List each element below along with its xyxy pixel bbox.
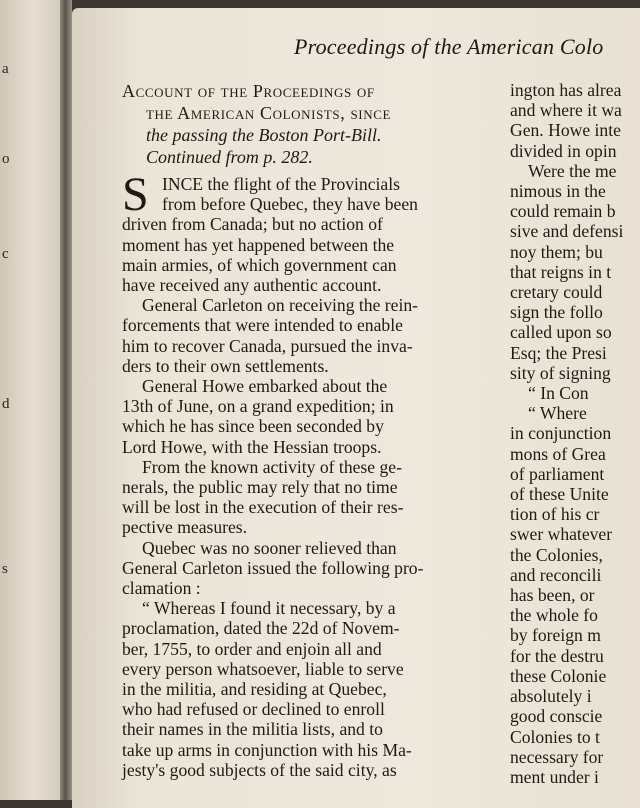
- right-column-line: for the destru: [510, 645, 604, 666]
- right-column-line: swer whatever: [510, 524, 613, 545]
- right-column-line: these Colonie: [510, 665, 607, 686]
- text-line: in the militia, and residing at Quebec,: [122, 679, 387, 700]
- right-column-line: absolutely i: [510, 686, 592, 707]
- right-column-line: sity of signing: [510, 362, 611, 383]
- text-line: INCE the flight of the Provincials: [162, 174, 400, 194]
- right-column-line: could remain b: [510, 201, 616, 222]
- text-line: who had refused or declined to enroll: [122, 699, 385, 720]
- text-line: clamation :: [122, 578, 201, 599]
- right-column-line: divided in opin: [510, 140, 617, 161]
- paragraph-2: [122, 295, 494, 376]
- right-column-line: “ Where: [528, 403, 587, 424]
- paragraph-5: [122, 538, 494, 599]
- text-line: forcements that were intended to enable: [122, 315, 403, 336]
- drop-cap: S: [122, 168, 149, 221]
- right-column-line: sign the follo: [510, 302, 603, 323]
- text-line: will be lost in the execution of their res-: [122, 497, 404, 518]
- right-column-line: ington has alrea: [510, 80, 622, 100]
- text-line: moment has yet happened between the: [122, 234, 395, 255]
- text-line: take up arms in conjunction with his Ma-: [122, 739, 412, 760]
- right-column-line: has been, or: [510, 585, 595, 606]
- text-line: jesty's good subjects of the said city, as: [122, 759, 397, 780]
- running-head: Proceedings of the American Colo: [294, 34, 604, 59]
- text-line: General Carleton on receiving the rein-: [142, 295, 419, 316]
- paragraph-3: [122, 376, 494, 457]
- right-column-line: and where it wa: [510, 100, 622, 121]
- heading-line: Account of the Proceedings of: [122, 81, 375, 101]
- right-column-line: Esq; the Presi: [510, 342, 607, 363]
- right-column-line: of these Unite: [510, 484, 609, 505]
- text-line: ber, 1755, to order and enjoin all and: [122, 638, 382, 659]
- right-page: [72, 8, 640, 808]
- right-column-line: cretary could: [510, 282, 603, 303]
- right-column-line: and reconcili: [510, 564, 602, 585]
- right-column-line: Colonies to t: [510, 726, 600, 747]
- paragraph-4: [122, 457, 494, 538]
- book-gutter: [60, 0, 72, 800]
- proclamation-text: [122, 598, 494, 780]
- text-line: Lord Howe, with the Hessian troops.: [122, 436, 382, 457]
- text-line: from before Quebec, they have been: [162, 194, 418, 215]
- right-column-line: sive and defensi: [510, 221, 624, 242]
- text-line: ders to their own settlements.: [122, 355, 329, 376]
- right-column-line: Were the me: [528, 160, 617, 181]
- right-column-line: tion of his cr: [510, 504, 600, 525]
- right-column-line: mons of Grea: [510, 443, 606, 464]
- right-column-line: Gen. Howe inte: [510, 120, 621, 141]
- text-line: nerals, the public may rely that no time: [122, 477, 398, 498]
- text-line: their names in the militia lists, and to: [122, 719, 383, 740]
- text-line: proclamation, dated the 22d of Novem-: [122, 618, 400, 639]
- text-line: pective measures.: [122, 517, 248, 538]
- text-line: Quebec was no sooner relieved than: [142, 537, 397, 558]
- right-column-line: “ In Con: [528, 383, 589, 404]
- facing-page-fragment: s: [2, 561, 8, 577]
- right-column-line: ment under i: [510, 766, 599, 787]
- article-heading: [122, 80, 494, 168]
- text-line: main armies, of which government can: [122, 254, 397, 275]
- right-column-line: in conjunction: [510, 423, 612, 444]
- text-line: From the known activity of these ge-: [142, 456, 402, 477]
- text-line: every person whatsoever, liable to serve: [122, 658, 404, 679]
- right-column-line: called upon so: [510, 322, 612, 343]
- heading-line: the American Colonists, since: [146, 103, 392, 123]
- paragraph-1: [122, 168, 494, 296]
- right-column: [510, 80, 640, 787]
- text-line: General Howe embarked about the: [142, 376, 388, 397]
- text-line: him to recover Canada, pursued the inva-: [122, 335, 413, 356]
- text-line: General Carleton issued the following pro-: [122, 557, 424, 578]
- right-column-line: necessary for: [510, 746, 604, 767]
- text-line: have received any authentic account.: [122, 275, 382, 296]
- right-column-line: good conscie: [510, 706, 603, 727]
- facing-page-fragment: o: [2, 151, 10, 167]
- text-line: 13th of June, on a grand expedition; in: [122, 396, 394, 417]
- facing-page-fragment: d: [2, 396, 10, 412]
- right-column-line: the Colonies,: [510, 544, 603, 565]
- right-column-line: by foreign m: [510, 625, 601, 646]
- right-column-line: noy them; bu: [510, 241, 603, 262]
- text-line: which he has since been seconded by: [122, 416, 384, 437]
- right-column-line: that reigns in t: [510, 261, 612, 282]
- text-line: “ Whereas I found it necessary, by a: [142, 598, 396, 619]
- facing-page-fragment: a: [2, 61, 9, 77]
- text-line: driven from Canada; but no action of: [122, 214, 383, 235]
- facing-page-fragment: c: [2, 246, 9, 262]
- left-column: [122, 80, 494, 780]
- heading-line: the passing the Boston Port-Bill.: [146, 125, 382, 145]
- right-column-line: the whole fo: [510, 605, 598, 626]
- facing-page-edge: [0, 0, 60, 800]
- right-column-line: nimous in the: [510, 181, 606, 202]
- heading-line: Continued from p. 282.: [146, 147, 313, 167]
- right-column-line: of parliament: [510, 463, 605, 484]
